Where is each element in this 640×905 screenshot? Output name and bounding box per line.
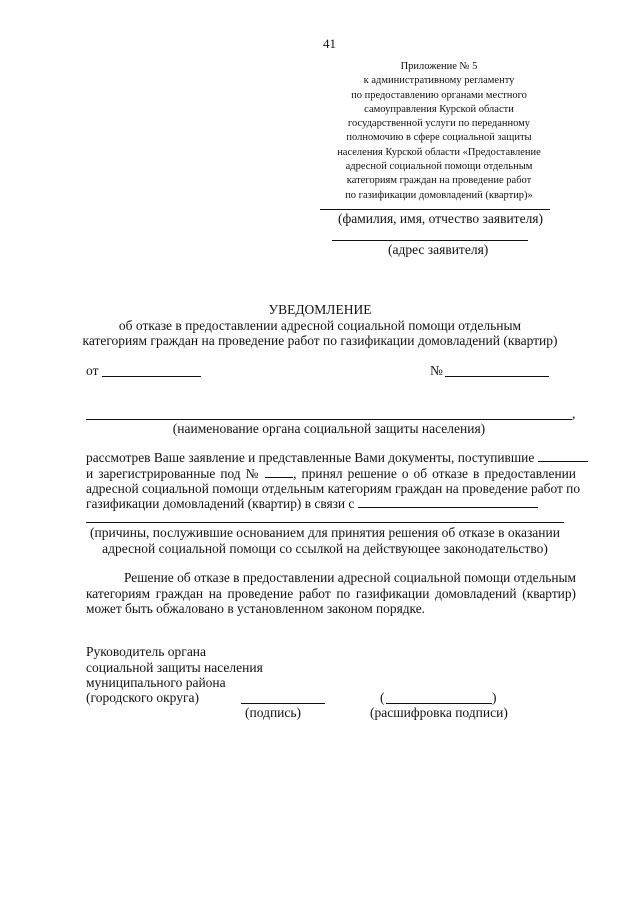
appendix-line: по предоставлению органами местного xyxy=(351,89,527,101)
decoding-open-paren: ( xyxy=(380,690,385,705)
document-subtitle-line1: об отказе в предоставлении адресной социальной помощи отдельным xyxy=(118,318,522,333)
organ-caption: (наименование органа социальной защиты населения) xyxy=(172,421,486,436)
signer-line-1: Руководитель органа xyxy=(86,644,207,659)
number-label: № xyxy=(430,363,443,378)
received-date-blank xyxy=(538,450,588,462)
registration-number-blank xyxy=(265,466,293,478)
appendix-line: категориям граждан на проведение работ xyxy=(346,175,532,187)
signer-line-3: муниципального района xyxy=(86,675,226,690)
appendix-line: к административному регламенту xyxy=(363,75,515,87)
decoding-line xyxy=(386,703,492,704)
signer-line-2: социальной защиты населения xyxy=(86,660,263,675)
reasons-caption-line1: (причины, послужившие основанием для принятия решения об отказе в оказании xyxy=(90,525,560,540)
trailing-comma: , xyxy=(572,406,576,421)
applicant-address-line xyxy=(332,240,528,241)
body-line-4: газификации домовладений (квартир) в связи с xyxy=(86,496,576,512)
organ-name-line xyxy=(86,419,572,420)
signer-line-4: (городского округа) xyxy=(86,690,200,705)
appeal-line-1: Решение об отказе в предоставлении адресной социальной помощи отдельным xyxy=(124,570,577,585)
signature-caption: (подпись) xyxy=(245,705,302,720)
decoding-close-paren: ) xyxy=(492,690,497,705)
appendix-line: Приложение № 5 xyxy=(400,61,478,72)
applicant-name-line xyxy=(320,209,550,210)
appendix-line: по газификации домовладений (квартир)» xyxy=(345,189,533,201)
number-line xyxy=(445,376,549,377)
body-line-2: и зарегистрированные под № , принял решение о об отказе в предоставлении xyxy=(86,466,576,481)
reasons-caption-line2: адресной социальной помощи со ссылкой на действующее законодательство) xyxy=(102,541,548,556)
document-subtitle-line2: категориям граждан на проведение работ по газификации домовладений (квартир) xyxy=(82,333,558,348)
appendix-line: государственной услуги по переданному xyxy=(347,118,531,130)
decoding-caption: (расшифровка подписи) xyxy=(370,705,508,720)
appendix-line: населения Курской области «Предоставление xyxy=(337,146,541,158)
body-line-3: адресной социальной помощи отдельным категориям граждан на проведение работ по xyxy=(86,481,581,496)
applicant-address-caption: (адрес заявителя) xyxy=(388,242,489,257)
appendix-line: полномочию в сфере социальной защиты xyxy=(346,132,532,144)
appeal-line-3: может быть обжаловано в установленном законом порядке. xyxy=(86,601,426,616)
appendix-header xyxy=(336,60,542,203)
appendix-line: самоуправления Курской области xyxy=(364,103,514,115)
from-label: от xyxy=(86,363,99,378)
body-line-1: рассмотрев Ваше заявление и представленные Вами документы, поступившие xyxy=(86,450,576,466)
reason-blank xyxy=(358,496,538,508)
applicant-name-caption: (фамилия, имя, отчество заявителя) xyxy=(338,211,544,226)
date-line xyxy=(102,376,201,377)
page-number: 41 xyxy=(323,36,336,51)
signature-line xyxy=(241,703,325,704)
appendix-line: адресной социальной помощи отдельным xyxy=(345,161,533,173)
appeal-line-2: категориям граждан на проведение работ по газификации домовладений (квартир) xyxy=(86,586,576,601)
reasons-line xyxy=(86,522,564,523)
document-heading: УВЕДОМЛЕНИЕ xyxy=(268,302,372,317)
